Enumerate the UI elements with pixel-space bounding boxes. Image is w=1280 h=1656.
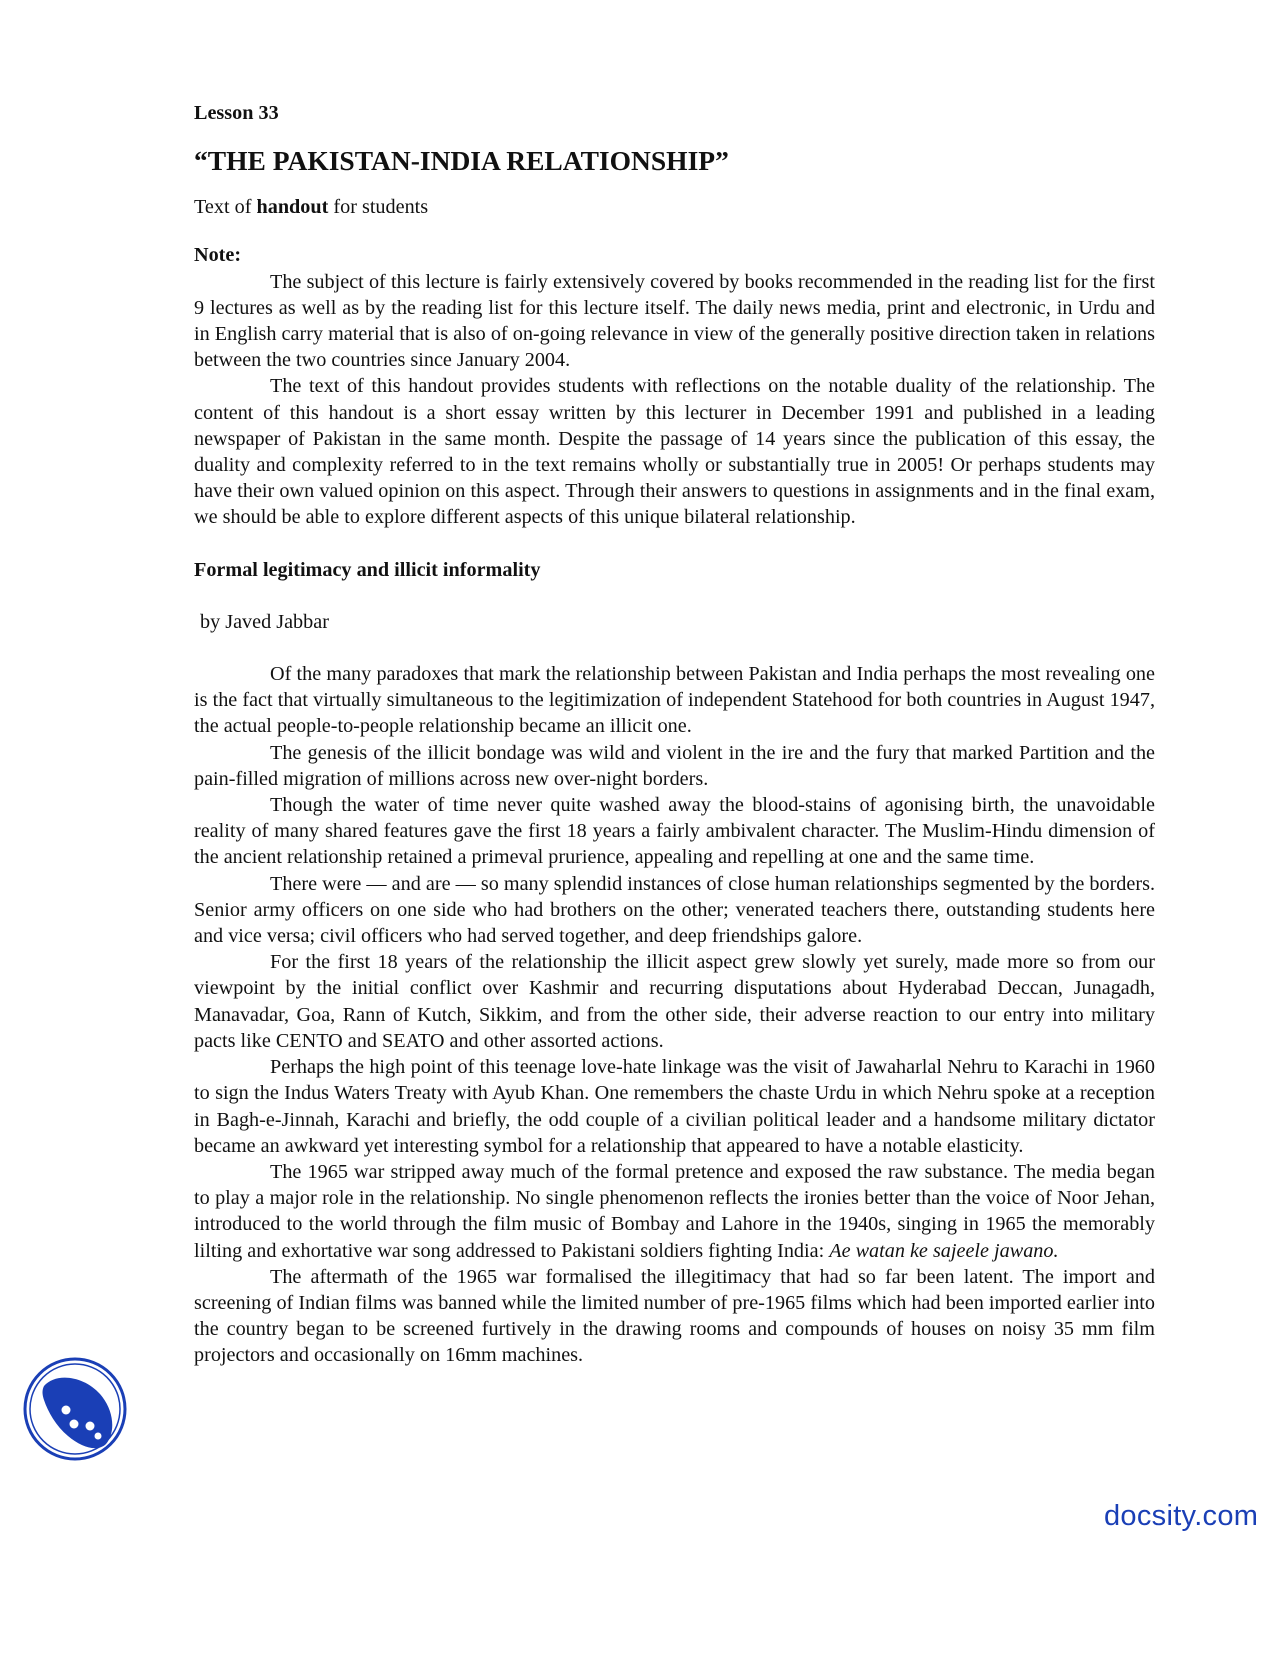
essay-paragraph: For the first 18 years of the relationship the illicit aspect grew slowly yet surely, made more so from our viewpoint by the initial conflict over Kashmir and recurring disputations about Hyderabad Deccan, Junagadh, Manavadar, Goa, Rann of Kutch, Sikkim, and from the other side, their adverse reaction to our entry into military pacts like CENTO and SEATO and other assorted actions.	[194, 951, 1155, 1052]
page-title: “THE PAKISTAN-INDIA RELATIONSHIP”	[194, 145, 729, 177]
essay-heading: Formal legitimacy and illicit informality	[194, 558, 541, 581]
note-paragraph: The subject of this lecture is fairly extensively covered by books recommended in the reading list for the first 9 lectures as well as by the reading list for this lecture itself. The daily news media, print and electronic, in Urdu and in English carry material that is also of on-going relevance in view of the generally positive direction taken in relations between the two countries since January 2004.	[194, 270, 1155, 372]
essay-paragraph: There were — and are — so many splendid instances of close human relationships segmented by the borders. Senior army officers on one side who had brothers on the other; venerated teachers there, outstanding students here and vice versa; civil officers who had served together, and deep friendships galore.	[194, 872, 1155, 948]
docsity-brand-text: docsity.com	[1104, 1500, 1259, 1532]
note-paragraph: The text of this handout provides students with reflections on the notable duality of the relationship. The content of this handout is a short essay written by this lecturer in December 1991 and published in a leading newspaper of Pakistan in the same month. Despite the passage of 14 years since the publication of this essay, the duality and complexity referred to in the text remains wholly or substantially true in 2005! Or perhaps students may have their own valued opinion on this aspect. Through their answers to questions in assignments and in the final exam, we should be able to explore different aspects of this unique bilateral relationship.	[194, 375, 1155, 529]
essay-paragraph: Though the water of time never quite washed away the blood-stains of agonising birth, the unavoidable reality of many shared features gave the first 18 years a fairly ambivalent character. The Muslim-Hindu dimension of the ancient relationship retained a primeval prurience, appealing and repelling at one and the same time.	[194, 794, 1155, 869]
essay-paragraph: The genesis of the illicit bondage was wild and violent in the ire and the fury that marked Partition and the pain-filled migration of millions across new over-night borders.	[194, 741, 1155, 790]
subtitle-pre: Text of	[194, 196, 257, 219]
note-label: Note:	[194, 244, 242, 267]
essay-paragraph: The aftermath of the 1965 war formalised the illegitimacy that had so far been latent. The import and screening of Indian films was banned while the limited number of pre-1965 films which had been imported earlier into the country began to be screened furtively in the drawing rooms and compounds of houses on noisy 35 mm film projectors and occasionally on 16mm machines.	[194, 1265, 1155, 1367]
document-page	[194, 100, 1155, 1369]
lesson-number: Lesson 33	[194, 102, 279, 124]
byline: by Javed Jabbar	[200, 610, 329, 633]
docsity-logo-icon	[22, 1356, 128, 1462]
essay-paragraph-text: The 1965 war stripped away much of the formal pretence and exposed the raw substance. The media began to play a major role in the relationship. No single phenomenon reflects the ironies better than the voice of Noor Jehan, introduced to the world through the film music of Bombay and Lahore in the 1940s, singing in 1965 the memorably lilting and exhortative war song addressed to Pakistani soldiers fighting India:	[194, 1160, 1155, 1262]
essay-paragraph: Of the many paradoxes that mark the relationship between Pakistan and India perhaps the most revealing one is the fact that virtually simultaneous to the legitimization of independent Statehood for both countries in August 1947, the actual people-to-people relationship became an illicit one.	[194, 663, 1155, 738]
subtitle	[194, 194, 1155, 220]
song-title: Ae watan ke sajeele jawano.	[829, 1239, 1059, 1262]
essay-paragraph: Perhaps the high point of this teenage love-hate linkage was the visit of Jawaharlal Nehru to Karachi in 1960 to sign the Indus Waters Treaty with Ayub Khan. One remembers the chaste Urdu in which Nehru spoke at a reception in Bagh-e-Jinnah, Karachi and briefly, the odd couple of a civilian political leader and a handsome military dictator became an awkward yet interesting symbol for a relationship that appeared to have a notable elasticity.	[194, 1056, 1155, 1157]
subtitle-bold: handout	[256, 196, 329, 219]
subtitle-post: for students	[328, 196, 429, 219]
essay-paragraph-1965	[194, 1159, 1155, 1264]
